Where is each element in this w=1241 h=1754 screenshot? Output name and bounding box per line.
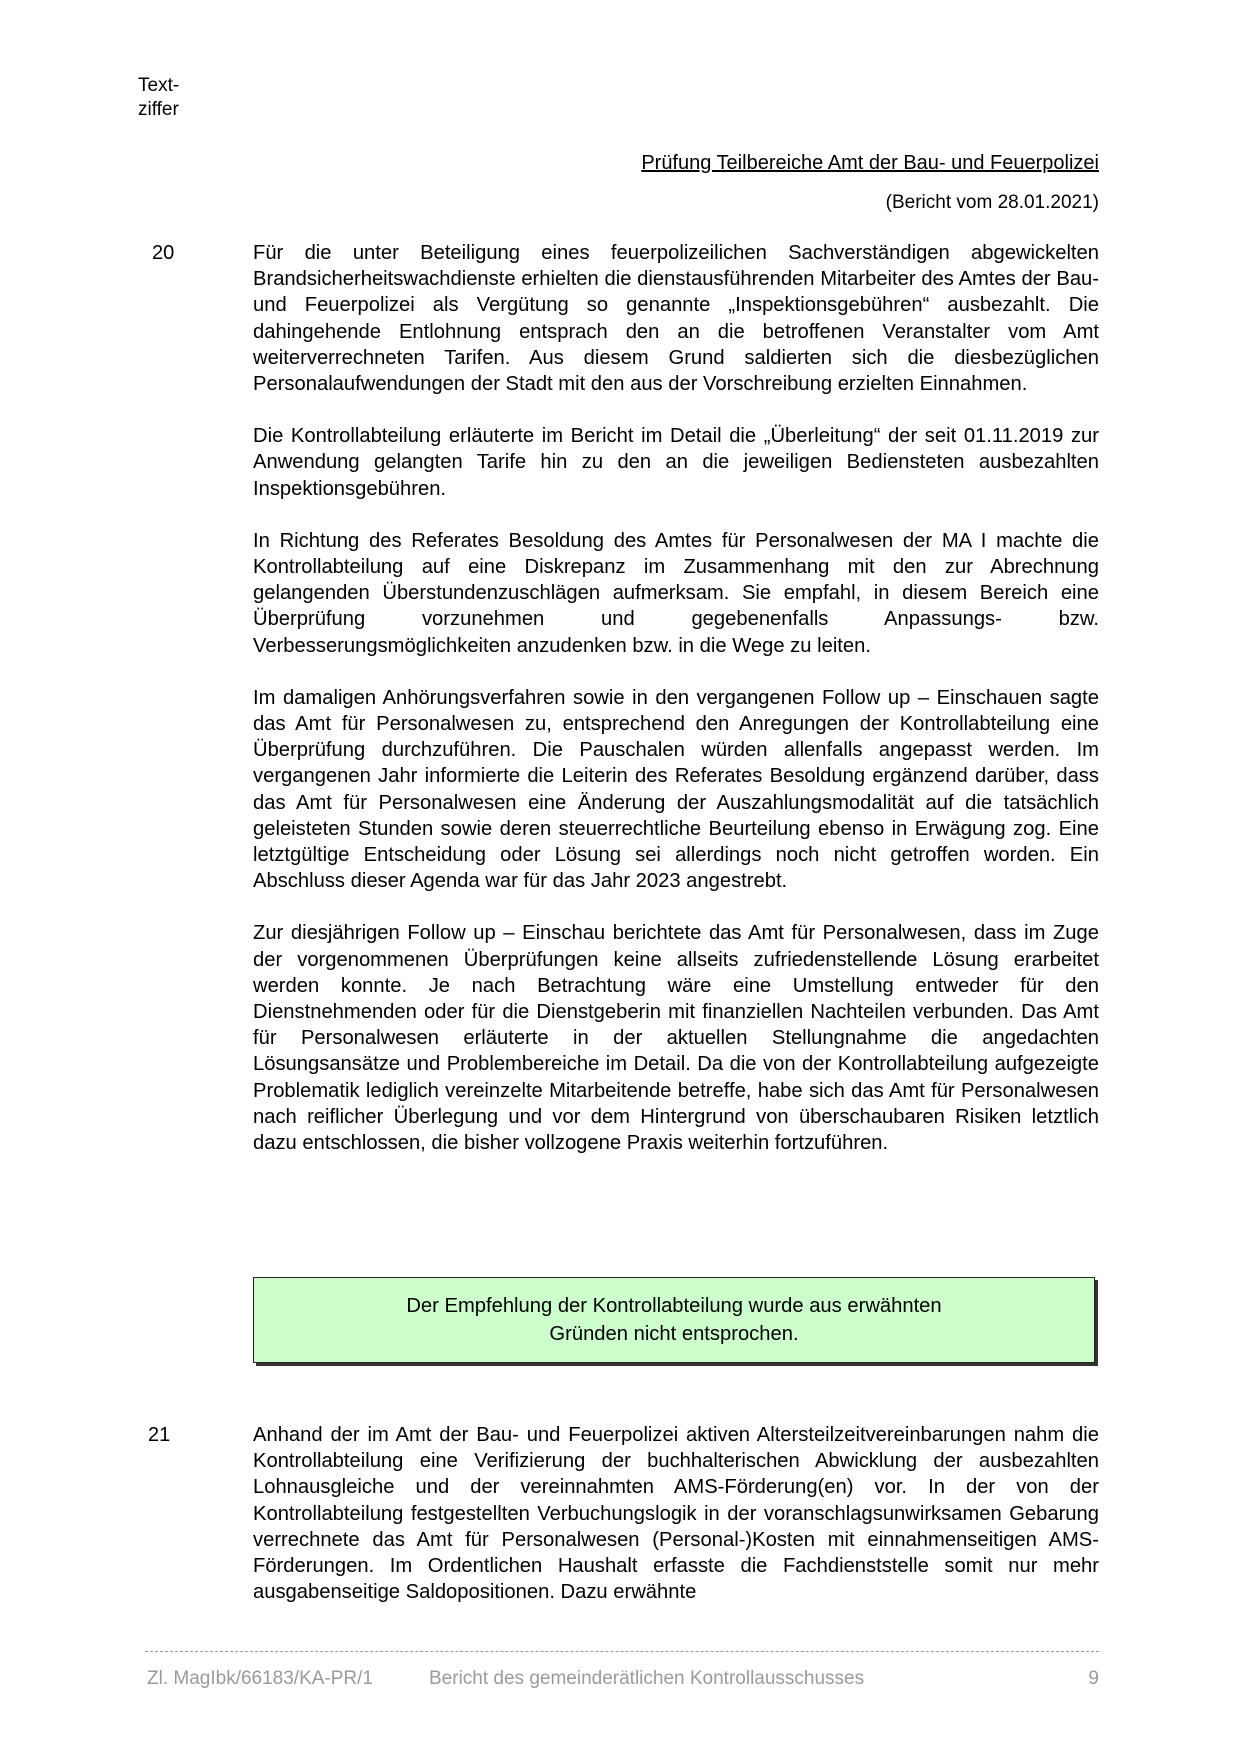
recommendation-text: Der Empfehlung der Kontrollabteilung wurde aus erwähnten Gründen nicht entsprochen.	[406, 1295, 942, 1345]
footer-title: Bericht des gemeinderätlichen Kontrollausschusses	[429, 1668, 865, 1689]
section-20-body	[253, 240, 1099, 1182]
margin-label-line-1: Text-	[138, 75, 180, 96]
report-date: (Bericht vom 28.01.2021)	[885, 192, 1099, 213]
paragraph: In Richtung des Referates Besoldung des Amtes für Personalwesen der MA I machte die Kontrollabteilung auf eine Diskrepanz im Zusammenhang mit den zur Abrechnung gelangenden Überstundenzuschlägen aufmerksam. Sie empfahl, in diesem Bereich eine Überprüfung vorzunehmen und gegebenenfalls Anpassungs- bzw. Verbesserungsmöglichkeiten anzudenken bzw. in die Wege zu leiten.	[253, 529, 1099, 657]
section-21-body	[253, 1422, 1099, 1631]
paragraph: Zur diesjährigen Follow up – Einschau berichtete das Amt für Personalwesen, dass im Zuge der vorgenommenen Überprüfungen keine allseits zufriedenstellende Lösung erarbeitet werden konnte. Je nach Betrachtung wäre eine Umstellung entweder für den Dienstnehmenden oder für die Dienstgeberin mit finanziellen Nachteilen verbunden. Das Amt für Personalwesen erläuterte in der aktuellen Stellungnahme die angedachten Lösungsansätze und Problembereiche im Detail. Da die von der Kontrollabteilung aufgezeigte Problematik lediglich vereinzelte Mitarbeitende betreffe, habe sich das Amt für Personalwesen nach reiflicher Überlegung und vor dem Hintergrund von überschaubaren Risiken letztlich dazu entschlossen, die bisher vollzogene Praxis weiterhin fortzuführen.	[253, 922, 1099, 1155]
footer-reference: Zl. MagIbk/66183/KA-PR/1	[147, 1668, 373, 1689]
recommendation-box	[253, 1277, 1095, 1363]
report-title: Prüfung Teilbereiche Amt der Bau- und Feuerpolizei	[641, 152, 1099, 174]
margin-label	[138, 74, 228, 122]
page-number: 9	[1088, 1668, 1099, 1689]
section-number-21: 21	[148, 1424, 171, 1446]
paragraph: Im damaligen Anhörungsverfahren sowie in den vergangenen Follow up – Einschauen sagte das Amt für Personalwesen zu, entsprechend den Anregungen der Kontrollabteilung eine Überprüfung durchzuführen. Die Pauschalen würden allenfalls angepasst werden. Im vergangenen Jahr informierte die Leiterin des Referates Besoldung ergänzend darüber, dass das Amt für Personalwesen eine Änderung der Auszahlungsmodalität auf die tatsächlich geleisteten Stunden sowie deren steuerrechtliche Beurteilung ebenso in Erwägung zog. Eine letztgültige Entscheidung oder Lösung sei allerdings noch nicht getroffen worden. Ein Abschluss dieser Agenda war für das Jahr 2023 angestrebt.	[253, 686, 1099, 893]
footer-divider	[145, 1651, 1099, 1652]
section-number-20: 20	[152, 242, 175, 264]
paragraph: Für die unter Beteiligung eines feuerpolizeilichen Sachverständigen abgewickelten Brandsicherheitswachdienste erhielten die dienstausführenden Mitarbeiter des Amtes der Bau- und Feuerpolizei als Vergütung so genannte „Inspektionsgebühren“ ausbezahlt. Die dahingehende Entlohnung entsprach den an die betroffenen Veranstalter vom Amt weiterverrechneten Tarifen. Aus diesem Grund saldierten sich die diesbezüglichen Personalaufwendungen der Stadt mit den aus der Vorschreibung erzielten Einnahmen.	[253, 242, 1099, 396]
paragraph: Anhand der im Amt der Bau- und Feuerpolizei aktiven Altersteilzeitvereinbarungen nahm die Kontrollabteilung eine Verifizierung der buchhalterischen Abwicklung der ausbezahlten Lohnausgleiche und der vereinnahmten AMS-Förderung(en) vor. In der von der Kontrollabteilung festgestellten Verbuchungslogik in der voranschlagsunwirksamen Gebarung verrechnete das Amt für Personalwesen (Personal-)Kosten mit einnahmenseitigen AMS-Förderungen. Im Ordentlichen Haushalt erfasste die Fachdienststelle somit nur mehr ausgabenseitige Saldopositionen. Dazu erwähnte	[253, 1424, 1099, 1604]
paragraph: Die Kontrollabteilung erläuterte im Bericht im Detail die „Überleitung“ der seit 01.11.2019 zur Anwendung gelangten Tarife hin zu den an die jeweiligen Bediensteten ausbezahlten Inspektionsgebühren.	[253, 425, 1099, 500]
margin-label-line-2: ziffer	[138, 99, 179, 120]
